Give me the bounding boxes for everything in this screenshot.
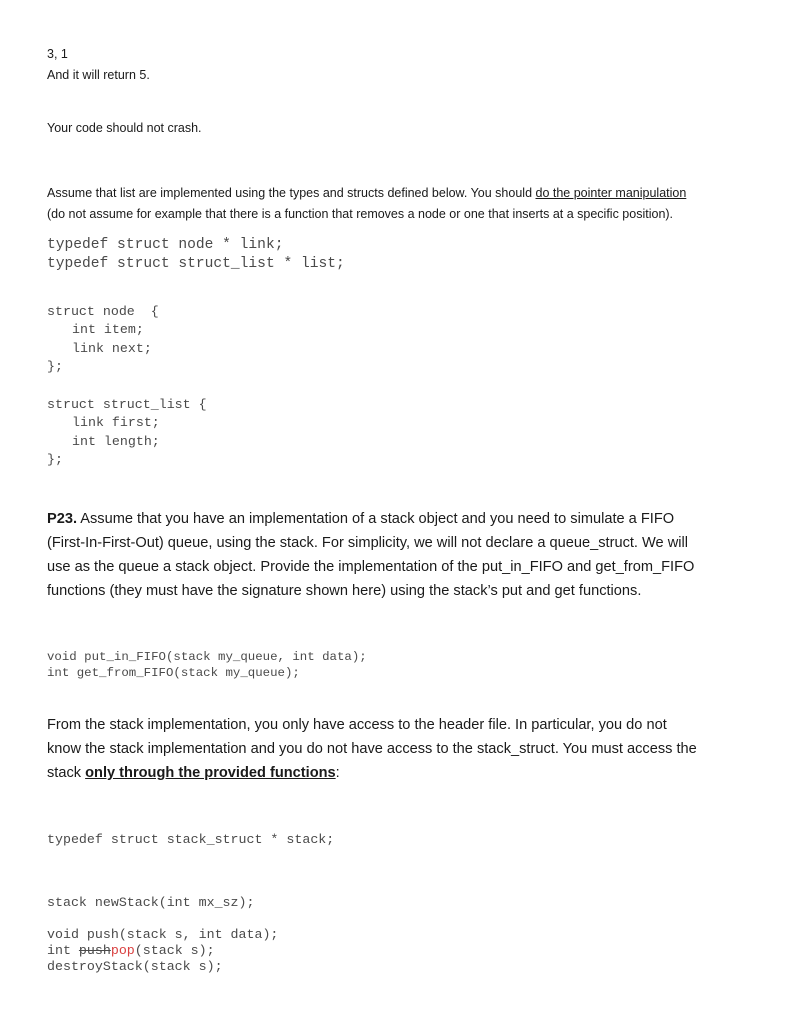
- struct-list-open: struct struct_list {: [47, 397, 207, 412]
- func-destroy-stack: destroyStack(stack s);: [47, 959, 223, 974]
- func-pop-corrected-name: pop: [110, 943, 135, 958]
- typedef-list: typedef struct struct_list * list;: [47, 256, 345, 272]
- struct-node-close: };: [47, 359, 63, 374]
- p23-line-4: functions (they must have the signature shown here) using the stack’s put and get functions.: [47, 583, 642, 599]
- func-pop-return-type: int: [47, 943, 79, 958]
- struct-list-field-first: link first;: [72, 415, 160, 430]
- typedef-link: typedef struct node * link;: [47, 237, 284, 253]
- assume-line-1: [47, 186, 686, 200]
- provided-functions-emphasis: only through the provided functions: [85, 765, 336, 781]
- p23-label: P23.: [47, 511, 78, 527]
- assume-text: Assume that list are implemented using the types and structs defined below. You should: [47, 186, 536, 200]
- func-pop: [47, 943, 215, 958]
- func-pop-params: (stack s);: [134, 943, 215, 958]
- intro-line-2: And it will return 5.: [47, 68, 150, 82]
- header-note-text: stack: [47, 765, 86, 781]
- struct-node-field-item: int item;: [72, 322, 144, 337]
- struct-list-close: };: [47, 452, 63, 467]
- signature-put-in-fifo: void put_in_FIFO(stack my_queue, int data);: [47, 650, 367, 664]
- header-note-colon: :: [335, 765, 340, 781]
- struct-list-field-length: int length;: [72, 434, 160, 449]
- assume-line-2: (do not assume for example that there is a function that removes a node or one that inserts at a specific position).: [47, 207, 674, 221]
- struct-node-field-next: link next;: [72, 341, 152, 356]
- intro-line-1: 3, 1: [47, 47, 68, 61]
- typedef-stack: typedef struct stack_struct * stack;: [47, 832, 335, 847]
- header-note-line-1: From the stack implementation, you only have access to the header file. In particular, you do not: [47, 717, 667, 733]
- signature-get-from-fifo: int get_from_FIFO(stack my_queue);: [47, 666, 300, 680]
- header-note-line-3: [47, 765, 340, 781]
- p23-line-1: [47, 511, 674, 527]
- func-pop-struck-name: push: [78, 943, 111, 958]
- func-push: void push(stack s, int data);: [47, 927, 279, 942]
- func-new-stack: stack newStack(int mx_sz);: [47, 895, 255, 910]
- p23-text: Assume that you have an implementation of a stack object and you need to simulate a FIFO: [77, 511, 675, 527]
- intro-line-3: Your code should not crash.: [47, 121, 202, 135]
- struct-node-open: struct node {: [47, 304, 159, 319]
- pointer-manipulation-emphasis: do the pointer manipulation: [535, 186, 687, 200]
- header-note-line-2: know the stack implementation and you do not have access to the stack_struct. You must access the: [47, 741, 697, 757]
- p23-line-3: use as the queue a stack object. Provide the implementation of the put_in_FIFO and get_from_FIFO: [47, 559, 695, 575]
- p23-line-2: (First-In-First-Out) queue, using the stack. For simplicity, we will not declare a queue_struct. We will: [47, 535, 688, 551]
